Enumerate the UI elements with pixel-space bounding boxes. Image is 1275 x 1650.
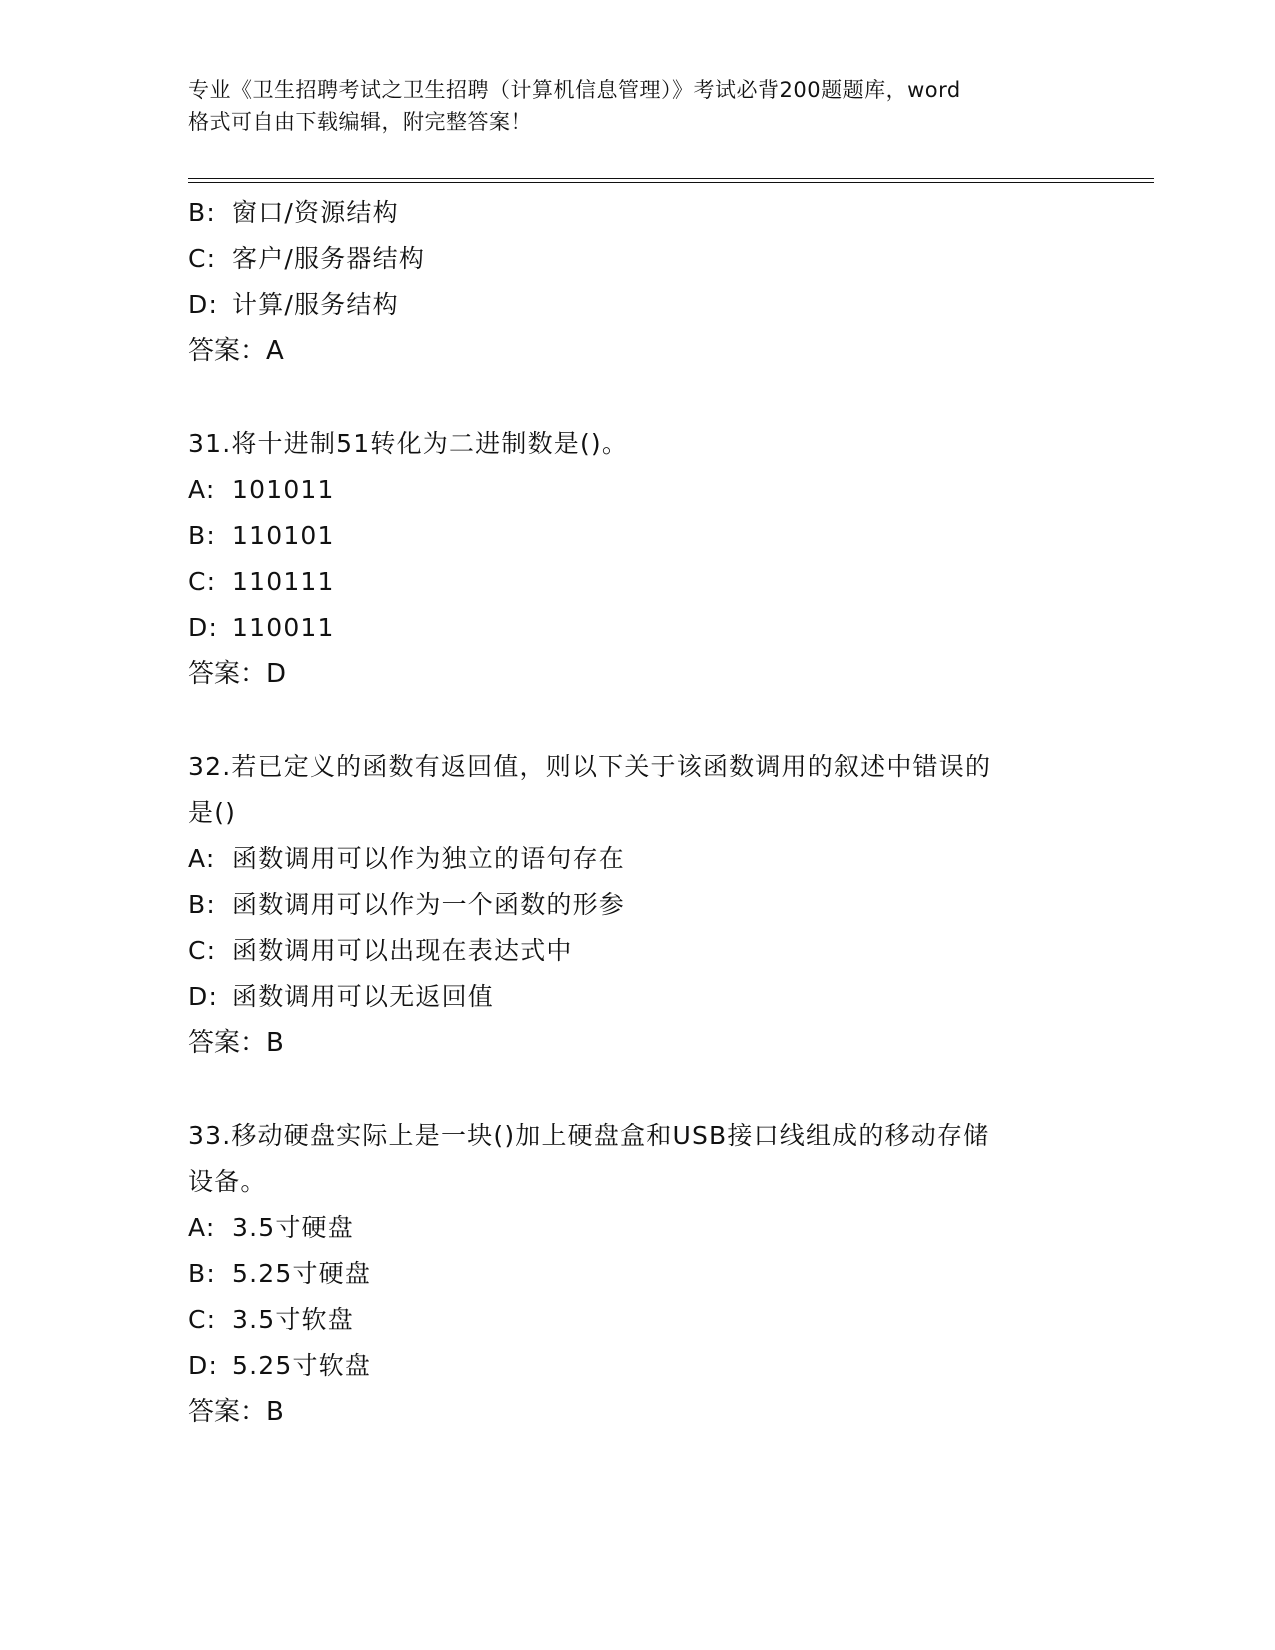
question-list — [188, 190, 1088, 1435]
option-text: 窗口/资源结构 — [232, 198, 399, 227]
option-row — [188, 882, 1088, 928]
option-label: B: — [188, 521, 216, 550]
option-row — [188, 974, 1088, 1020]
answer-line: 答案：B — [188, 1028, 284, 1058]
option-text: 客户/服务器结构 — [232, 244, 426, 273]
question-stem: 32.若已定义的函数有返回值，则以下关于该函数调用的叙述中错误的 — [188, 752, 992, 781]
option-label: A: — [188, 1213, 216, 1242]
header-divider-bottom — [188, 182, 1154, 183]
option-label: D: — [188, 290, 219, 319]
option-label: C: — [188, 567, 217, 596]
option-text: 5.25寸硬盘 — [232, 1259, 372, 1288]
question-stem: 33.移动硬盘实际上是一块()加上硬盘盒和USB接口线组成的移动存储 — [188, 1121, 990, 1150]
option-row — [188, 836, 1088, 882]
option-row — [188, 190, 1088, 236]
option-label: C: — [188, 936, 217, 965]
option-text: 3.5寸软盘 — [232, 1305, 354, 1334]
option-text: 函数调用可以无返回值 — [232, 982, 495, 1011]
question-stem: 31.将十进制51转化为二进制数是()。 — [188, 429, 629, 458]
header-line-2: 格式可自由下载编辑，附完整答案！ — [188, 110, 532, 134]
option-text: 110101 — [232, 521, 335, 550]
header-line-1: 专业《卫生招聘考试之卫生招聘（计算机信息管理）》考试必背200题题库，word — [188, 78, 961, 102]
option-label: A: — [188, 475, 216, 504]
option-label: C: — [188, 1305, 217, 1334]
option-text: 5.25寸软盘 — [232, 1351, 372, 1380]
option-text: 计算/服务结构 — [232, 290, 399, 319]
option-row — [188, 282, 1088, 328]
option-text: 101011 — [232, 475, 335, 504]
option-row — [188, 1343, 1088, 1389]
option-label: D: — [188, 982, 219, 1011]
option-row — [188, 605, 1088, 651]
option-row — [188, 1205, 1088, 1251]
answer-line: 答案：D — [188, 659, 287, 689]
question-block-33 — [188, 1113, 1088, 1435]
option-text: 110011 — [232, 613, 335, 642]
option-label: A: — [188, 844, 216, 873]
option-label: B: — [188, 890, 216, 919]
option-text: 函数调用可以出现在表达式中 — [232, 936, 573, 965]
option-text: 110111 — [232, 567, 335, 596]
option-row — [188, 1251, 1088, 1297]
option-row — [188, 236, 1088, 282]
option-label: D: — [188, 1351, 219, 1380]
answer-line: 答案：B — [188, 1397, 284, 1427]
question-block-32 — [188, 744, 1088, 1066]
option-label: B: — [188, 198, 216, 227]
question-block-31 — [188, 421, 1088, 697]
option-row — [188, 559, 1088, 605]
option-text: 函数调用可以作为一个函数的形参 — [232, 890, 626, 919]
question-stem-continued: 是() — [188, 798, 237, 827]
option-row — [188, 928, 1088, 974]
option-text: 3.5寸硬盘 — [232, 1213, 354, 1242]
spacer — [188, 697, 1088, 744]
option-label: C: — [188, 244, 217, 273]
spacer — [188, 1066, 1088, 1113]
header-divider-top — [188, 178, 1154, 179]
question-stem-continued: 设备。 — [188, 1167, 267, 1196]
option-row — [188, 467, 1088, 513]
option-row — [188, 513, 1088, 559]
document-header — [188, 74, 1088, 138]
answer-line: 答案：A — [188, 336, 284, 366]
option-label: D: — [188, 613, 219, 642]
option-label: B: — [188, 1259, 216, 1288]
option-text: 函数调用可以作为独立的语句存在 — [232, 844, 626, 873]
question-block-30 — [188, 190, 1088, 374]
spacer — [188, 374, 1088, 421]
option-row — [188, 1297, 1088, 1343]
